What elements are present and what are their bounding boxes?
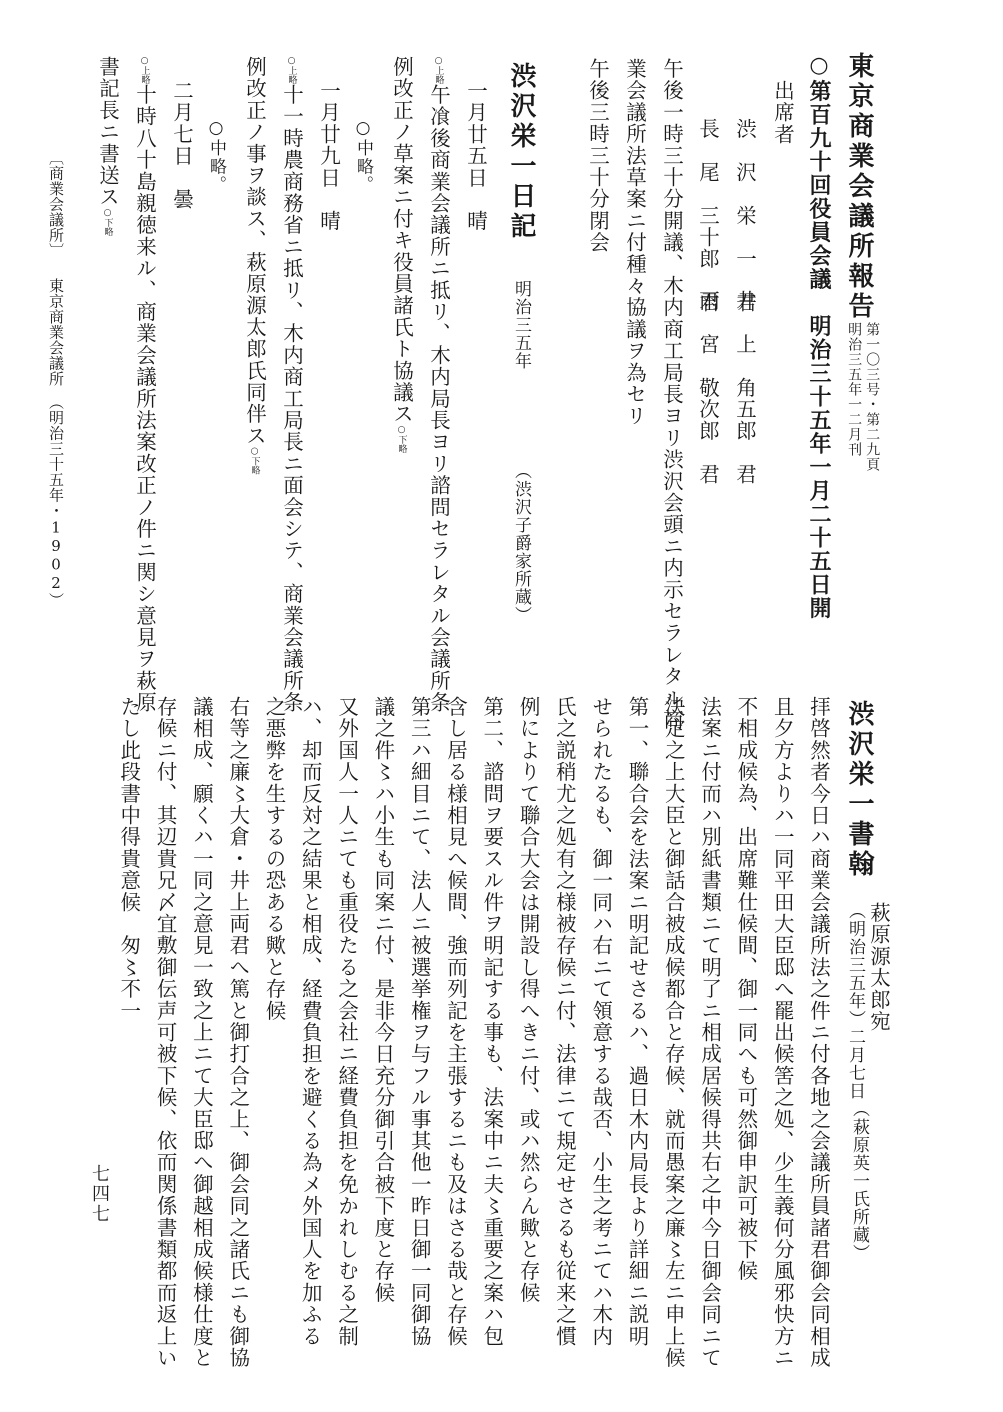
- omission-mark: ○上略: [139, 56, 150, 84]
- letter-line: 法案ニ付而ハ別紙書類ニて明了ニ相成居候得共右之中今日御会同ニて: [697, 696, 722, 1369]
- attendees-label: 出席者: [770, 80, 795, 146]
- letter-line: 又外国人一人ニても重役たる之会社ニ経費負担を免かれしむる之制: [334, 696, 359, 1347]
- letter-line: ハ、却而反対之結果と相成、経費負担を避くる為メ外国人を加ふる: [298, 696, 323, 1347]
- letter-line: たし此段書中得貴意候 匆〻不一: [116, 696, 141, 1022]
- letter-line: 第一、聯合会を法案ニ明記せさるハ、過日木内局長より詳細ニ説明: [625, 696, 649, 1347]
- letter-date: （明治三五年）二月七日: [845, 902, 865, 1100]
- attendee-nagao: 長 尾 三十郎 君: [695, 118, 720, 314]
- minutes-line: 午後一時三十分開議、木内商工局長ヨリ渋沢会頭ニ内示セラレタル商: [659, 58, 684, 731]
- diary-entry-text: 午飡後商業会議所ニ抵リ、木内局長ヨリ諮問セラレタル会議所条: [426, 84, 451, 714]
- letter-line: 之悪弊を生するの恐ある歟と存候: [262, 696, 286, 1022]
- letter-line: 議相成、願くハ一同之意見一致之上ニて大臣邸へ御越相成候様仕度と: [189, 696, 214, 1369]
- letter-line: 且夕方よりハ一同平田大臣邸へ罷出候筈之処、少生義何分風邪快方ニ: [770, 696, 795, 1369]
- diary-entry-text: 十一時農商務省ニ抵リ、木内商工局長ニ面会シテ、商業会議所条: [279, 84, 304, 714]
- page-number: 七四七: [89, 1164, 110, 1224]
- diary-title: 渋沢栄一日記: [506, 62, 536, 242]
- letter-line: 氏之説稍尤之処有之様被存候ニ付、法律ニて規定せさるも従来之慣: [552, 696, 577, 1347]
- diary-entry-text: 例改正ノ草案ニ付キ役員諸氏ト協議ス: [389, 56, 414, 425]
- diary-entry-line: [244, 56, 265, 475]
- letter-line: 決定之上大臣と御話合被成候都合と存候、就而愚案之廉〻左ニ申上候: [661, 696, 686, 1369]
- source-citation: 東京商業会議所 （明治三十五年・1902）: [47, 278, 65, 608]
- issue-info-line2: 明治三五年一二月刊: [846, 322, 863, 457]
- minutes-line: 業会議所法草案ニ付種々協議ヲ為セリ: [622, 58, 647, 427]
- letter-addressee: 萩原源太郎宛: [866, 902, 891, 1033]
- letter-line: 存候ニ付、其辺貴兄〆宜敷御伝声可被下候、依而関係書類都而返上い: [153, 696, 178, 1369]
- letter-line: 例によりて聯合大会は開設し得へきニ付、或ハ然らん歟と存候: [516, 696, 541, 1304]
- attendee-inoue: 井 上 角五郎 君: [732, 290, 757, 486]
- diary-source: （渋沢子爵家所蔵）: [511, 462, 531, 624]
- diary-year: 明治三五年: [511, 280, 531, 370]
- minutes-line: 午後三時三十分閉会: [585, 58, 610, 254]
- omission-note: ○中略。: [353, 118, 373, 194]
- letter-line: 拝啓然者今日ハ商業会議所法之件ニ付各地之会議所員諸君御会同相成: [806, 696, 831, 1369]
- letter-line: せられたるも、御一同ハ右ニて領意する哉否、小生之考ニてハ木内: [588, 696, 613, 1347]
- diary-entry-line: [281, 56, 302, 713]
- letter-source: （萩原英一氏所蔵）: [849, 1100, 869, 1262]
- meeting-heading: ○第百九十回役員会議 明治三十五年一月二十五日開: [806, 52, 832, 620]
- omission-mark: ○下略: [396, 424, 407, 453]
- letter-line: 含し居る様相見へ候間、強而列記を主張するニも及はさる哉と存候: [443, 696, 468, 1347]
- letter-line: 議之件〻ハ小生も同案ニ付、是非今日充分御引合被下度と存候: [370, 696, 395, 1304]
- attendee-shibusawa: 渋 沢 栄 一 君: [732, 118, 757, 314]
- diary-entry-text: 書記長ニ書送ス: [95, 56, 120, 208]
- diary-entry-line: [428, 56, 449, 713]
- letter-title: 渋沢栄一書翰: [844, 700, 874, 880]
- letter-line: 不相成候為、出席難仕候間、御一同へも可然御申訳可被下候: [733, 696, 758, 1282]
- diary-entry-line: [391, 56, 412, 453]
- diary-date: 一月廿九日 晴: [316, 80, 341, 232]
- diary-entry-line: [97, 56, 118, 236]
- letter-line: 右等之廉〻大倉・井上両君へ篤と御打合之上、御会同之諸氏ニも御協: [225, 696, 250, 1369]
- omission-mark: ○下略: [102, 207, 113, 236]
- attendee-amemiya: 雨 宮 敬次郎 君: [695, 290, 720, 486]
- diary-date: 一月廿五日 晴: [463, 80, 488, 232]
- report-title: 東京商業会議所報告: [844, 52, 874, 322]
- source-category: 〔商業会議所〕: [47, 150, 65, 259]
- diary-entry-line: [134, 56, 155, 713]
- omission-mark: ○上略: [286, 56, 297, 84]
- diary-date: 二月七日 曇: [169, 80, 194, 211]
- omission-note: ○中略。: [206, 118, 226, 194]
- issue-info-line1: 第一〇三号・第二九頁: [864, 322, 881, 472]
- omission-mark: ○上略: [433, 56, 444, 84]
- diary-entry-text: 例改正ノ事ヲ談ス、萩原源太郎氏同伴ス: [242, 56, 267, 447]
- letter-line: 第二、諮問ヲ要スル件ヲ明記する事も、法案中ニ夫〻重要之案ハ包: [479, 696, 504, 1347]
- diary-entry-text: 十時八十島親徳来ル、商業会議所法案改正ノ件ニ関シ意見ヲ萩原: [132, 84, 157, 714]
- letter-line: 第三ハ細目ニて、法人ニ被選挙権ヲ与フル事其他一昨日御一同御協: [407, 696, 432, 1347]
- omission-mark: ○下略: [249, 446, 260, 475]
